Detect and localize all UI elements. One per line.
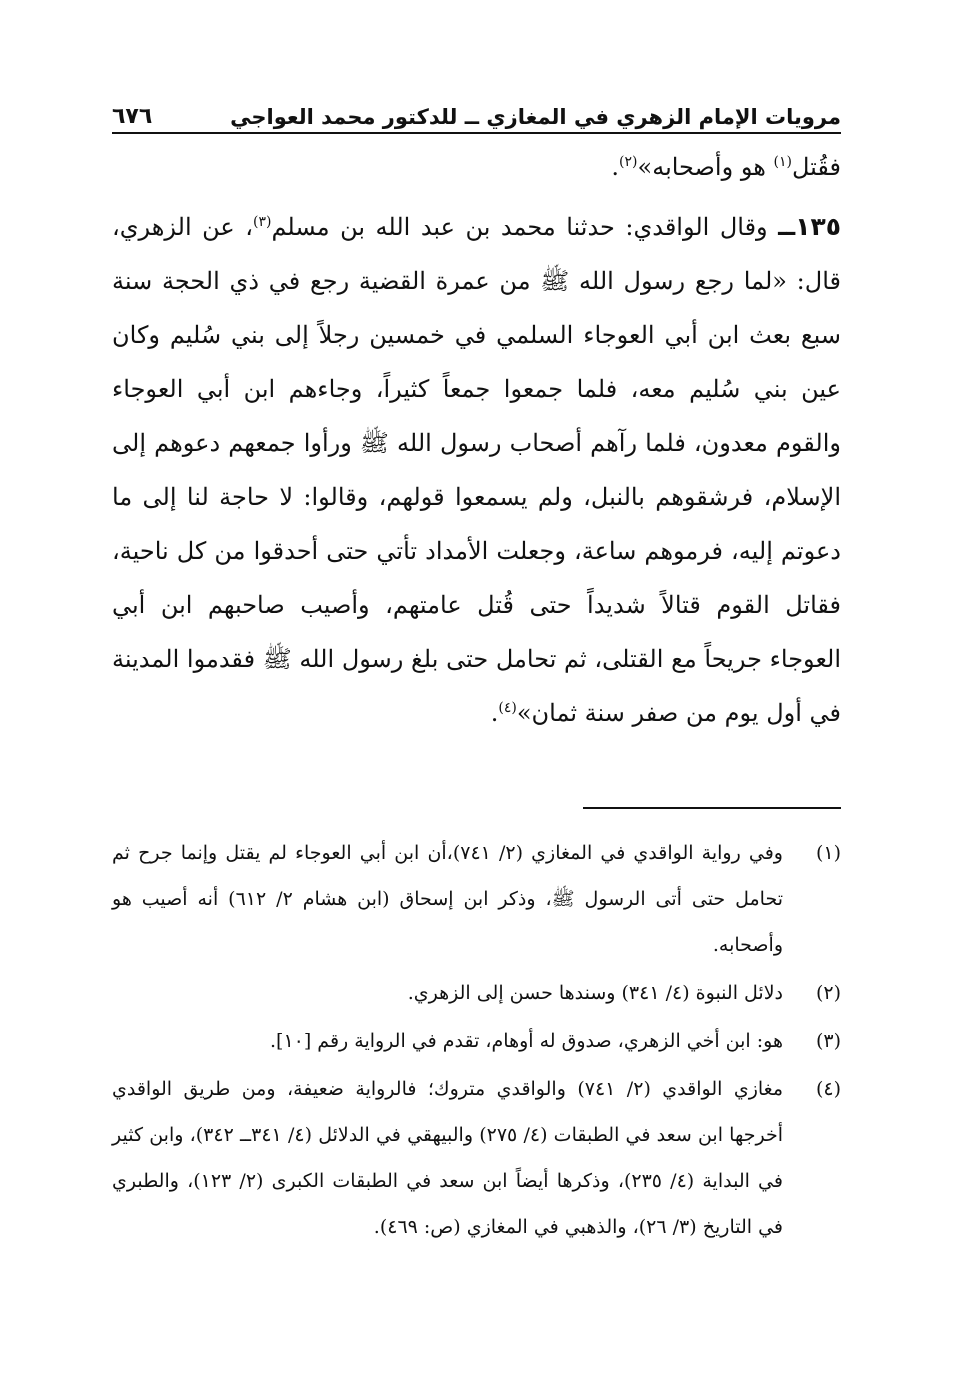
- running-header: [112, 98, 841, 134]
- narration-text-c: .: [490, 699, 499, 727]
- footnote-text: هو: ابن أخي الزهري، صدوق له أوهام، تقدم في الرواية رقم [١٠].: [269, 1030, 783, 1052]
- narration-text-a: وقال الواقدي: حدثنا محمد بن عبد الله بن مسلم: [271, 213, 779, 241]
- continuation-line: [112, 140, 841, 194]
- continuation-text-middle: هو وأصحابه»: [637, 153, 774, 181]
- main-text: [112, 140, 841, 740]
- footnote-1: [112, 830, 841, 968]
- footnote-4: [112, 1066, 841, 1250]
- footnote-text: وفي رواية الواقدي في المغازي (٢/ ٧٤١)،أن ابن أبي العوجاء لم يقتل وإنما جرح ثم تحامل حتى أتى الرسول ﷺ، وذكر ابن إسحاق (ابن هشام ٢/ ٦١٢) أنه أصيب هو وأصحابه.: [112, 842, 784, 956]
- footnote-3: [112, 1018, 841, 1064]
- footnote-ref-3: (٣): [252, 214, 272, 230]
- footnote-text: دلائل النبوة (٤/ ٣٤١) وسندها حسن إلى الزهري.: [407, 982, 783, 1004]
- footnote-ref-4: (٤): [498, 700, 517, 716]
- footnote-divider: [583, 807, 841, 809]
- footnote-number: (١): [815, 842, 841, 864]
- narration-paragraph: [112, 200, 841, 740]
- footnotes: [112, 830, 841, 1252]
- footnote-number: (٢): [815, 982, 841, 1004]
- footnote-number: (٣): [815, 1030, 841, 1052]
- narration-text-b: ، عن الزهري، قال: «لما رجع رسول الله ﷺ من عمرة القضية رجع في ذي الحجة سنة سبع بعث ابن أبي العوجاء السلمي في خمسين رجلاً إلى بني سُليم وكان عين بني سُليم معه، فلما جمعوا جمعاً كثيراً، وجاءهم ابن أبي العوجاء والقوم معدون، فلما رآهم أصحاب رسول الله ﷺ ورأوا جمعهم دعوهم إلى الإسلام، فرشقوهم بالنبل، ولم يسمعوا قولهم، وقالوا: لا حاجة لنا إلى ما دعوتم إليه، فرموهم ساعة، وجعلت الأمداد تأتي حتى أحدقوا من كل ناحية، فقاتل القوم قتالاً شديداً حتى قُتل عامتهم، وأصيب صاحبهم ابن أبي العوجاء جريحاً مع القتلى، ثم تحامل حتى بلغ رسول الله ﷺ فقدموا المدينة في أول يوم من صفر سنة ثمان»: [112, 213, 841, 727]
- header-title: مرويات الإمام الزهري في المغازي ــ للدكتور محمد العواجي: [230, 105, 841, 129]
- footnote-ref-2: (٢): [619, 154, 638, 170]
- footnote-2: [112, 970, 841, 1016]
- narration-number: ١٣٥ــ: [778, 212, 842, 241]
- footnote-text: مغازي الواقدي (٢/ ٧٤١) والواقدي متروك؛ فالرواية ضعيفة، ومن طريق الواقدي أخرجها ابن سعد في الطبقات (٤/ ٢٧٥) والبيهقي في الدلائل (٤/ ٣٤١ــ ٣٤٢)، وابن كثير في البداية (٤/ ٢٣٥)، وذكرها أيضاً ابن سعد في الطبقات الكبرى (٢/ ١٢٣)، والطبري في التاريخ (٣/ ٢٦)، والذهبي في المغازي (ص: ٤٦٩).: [112, 1078, 784, 1238]
- page-number: ٦٧٦: [112, 104, 153, 129]
- footnote-ref-1: (١): [773, 154, 792, 170]
- continuation-text-before: فقُتل: [791, 153, 841, 181]
- footnote-number: (٤): [815, 1078, 841, 1100]
- continuation-text-after: .: [611, 153, 620, 181]
